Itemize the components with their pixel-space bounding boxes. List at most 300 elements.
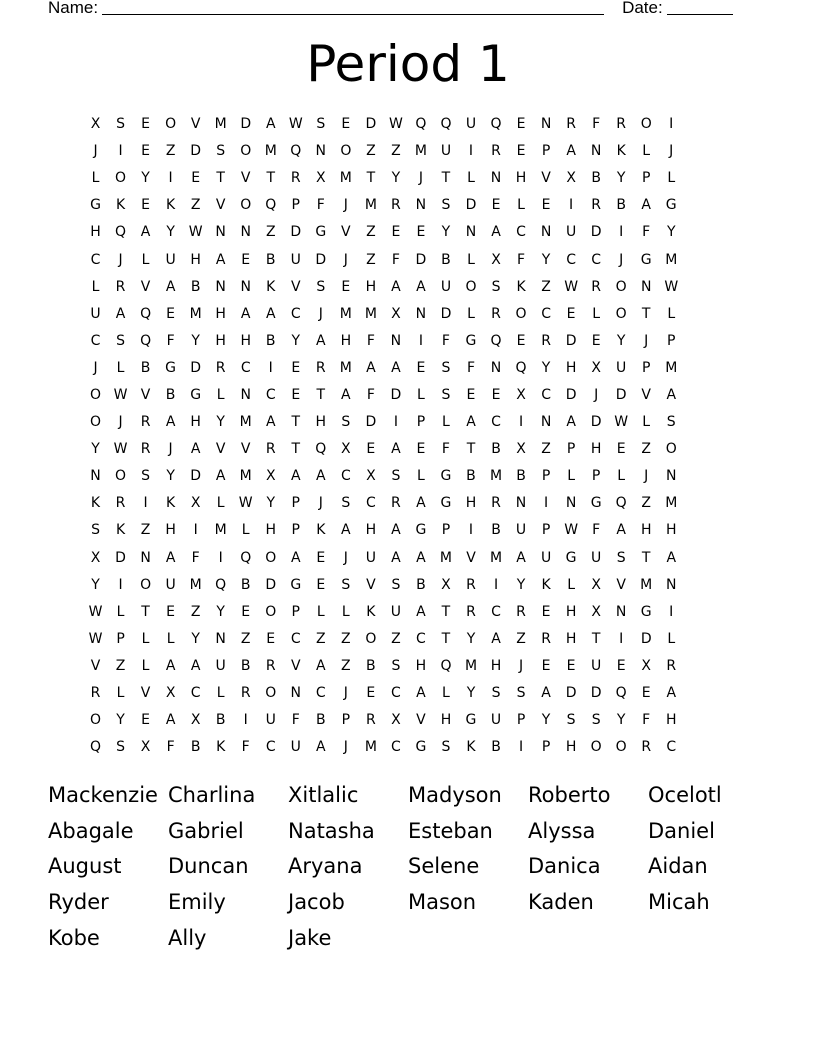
grid-letter: E xyxy=(516,116,526,133)
grid-letter: V xyxy=(90,657,101,674)
grid-letter: I xyxy=(468,143,474,160)
grid-letter: N xyxy=(490,170,502,187)
grid-letter: G xyxy=(190,386,202,403)
grid-letter: A xyxy=(316,468,326,485)
grid-letter: C xyxy=(516,224,526,241)
grid-letter: M xyxy=(364,739,377,756)
grid-letter: A xyxy=(416,495,426,512)
grid-letter: K xyxy=(216,739,226,756)
grid-letter: H xyxy=(565,739,577,756)
grid-letter: L xyxy=(216,495,225,512)
grid-letter: M xyxy=(239,414,252,431)
grid-letter: P xyxy=(441,522,451,539)
grid-letter: L xyxy=(667,170,676,187)
grid-letter: C xyxy=(90,251,101,268)
grid-letter: J xyxy=(343,685,348,702)
grid-letter: Y xyxy=(191,630,200,647)
grid-letter: Y xyxy=(666,224,676,241)
grid-letter: C xyxy=(391,739,401,756)
grid-letter: N xyxy=(415,305,427,322)
grid-letter: Z xyxy=(115,657,126,674)
grid-letter: O xyxy=(615,739,627,756)
grid-row xyxy=(83,138,734,165)
grid-letter: O xyxy=(115,170,127,187)
grid-letter: S xyxy=(91,522,100,539)
grid-letter: U xyxy=(490,712,502,729)
grid-letter: K xyxy=(166,197,176,214)
grid-letter: X xyxy=(90,116,101,133)
grid-letter: X xyxy=(316,170,326,187)
grid-letter: T xyxy=(641,549,651,566)
grid-row xyxy=(83,382,734,409)
grid-letter: R xyxy=(466,603,476,620)
grid-letter: H xyxy=(315,414,327,431)
grid-letter: X xyxy=(591,603,601,620)
grid-letter: A xyxy=(616,522,626,539)
grid-letter: Y xyxy=(166,468,175,485)
word-list-item: Danica xyxy=(528,854,601,879)
grid-letter: I xyxy=(569,197,574,214)
grid-letter: R xyxy=(591,197,601,214)
word-list-item: Madyson xyxy=(408,783,502,807)
grid-letter: X xyxy=(140,739,151,756)
grid-letter: V xyxy=(466,549,476,566)
grid-letter: Y xyxy=(91,576,100,593)
grid-letter: O xyxy=(240,197,252,214)
grid-letter: V xyxy=(341,224,351,241)
grid-letter: E xyxy=(416,441,426,458)
grid-letter: G xyxy=(665,197,677,214)
grid-letter: C xyxy=(290,630,301,647)
grid-letter: N xyxy=(240,224,251,241)
grid-letter: B xyxy=(190,278,201,295)
grid-letter: J xyxy=(644,468,649,485)
grid-letter: S xyxy=(341,414,351,431)
word-list-item: Natasha xyxy=(288,818,375,843)
grid-letter: O xyxy=(365,630,377,647)
grid-letter: L xyxy=(417,468,425,485)
grid-letter: F xyxy=(592,116,601,133)
grid-letter: I xyxy=(544,495,549,512)
grid-letter: A xyxy=(391,359,401,376)
grid-letter: J xyxy=(343,739,348,756)
grid-letter: G xyxy=(465,332,477,349)
grid-letter: V xyxy=(366,576,376,593)
grid-letter: E xyxy=(541,197,551,214)
grid-letter: E xyxy=(366,441,376,458)
word-list-item: Jake xyxy=(288,925,332,950)
grid-letter: C xyxy=(90,332,101,349)
grid-letter: P xyxy=(541,468,551,485)
grid-letter: A xyxy=(491,224,501,241)
grid-letter: X xyxy=(641,657,651,674)
grid-letter: Y xyxy=(216,603,225,620)
grid-letter: A xyxy=(541,685,551,702)
grid-letter: D xyxy=(240,116,252,133)
grid-letter: W xyxy=(88,603,103,620)
grid-letter: Y xyxy=(616,712,626,729)
grid-letter: N xyxy=(615,603,627,620)
grid-letter: L xyxy=(567,576,576,593)
grid-letter: C xyxy=(491,603,501,620)
word-search-grid xyxy=(83,111,734,761)
word-list-item: Charlina xyxy=(168,783,256,807)
grid-letter: R xyxy=(315,359,326,376)
grid-letter: W xyxy=(88,630,103,647)
grid-letter: B xyxy=(190,739,201,756)
grid-letter: S xyxy=(316,278,326,295)
grid-letter: G xyxy=(290,576,302,593)
grid-letter: N xyxy=(240,386,251,403)
grid-letter: A xyxy=(165,414,176,431)
grid-letter: D xyxy=(565,386,577,403)
grid-letter: A xyxy=(265,305,276,322)
word-list xyxy=(48,778,788,956)
grid-letter: A xyxy=(641,197,651,214)
grid-letter: N xyxy=(540,414,552,431)
grid-letter: U xyxy=(165,251,176,268)
grid-letter: Q xyxy=(290,143,302,160)
grid-letter: U xyxy=(90,305,101,322)
grid-letter: D xyxy=(190,468,202,485)
grid-letter: F xyxy=(166,332,175,349)
grid-row xyxy=(83,545,734,572)
grid-letter: A xyxy=(666,549,677,566)
grid-letter: M xyxy=(264,143,277,160)
grid-letter: Z xyxy=(541,278,551,295)
grid-letter: M xyxy=(439,549,452,566)
grid-letter: M xyxy=(640,576,653,593)
grid-letter: E xyxy=(466,386,476,403)
grid-letter: G xyxy=(465,712,477,729)
grid-letter: L xyxy=(91,278,100,295)
grid-letter: S xyxy=(316,116,326,133)
grid-letter: I xyxy=(393,414,398,431)
grid-letter: S xyxy=(391,657,401,674)
grid-letter: Q xyxy=(615,685,627,702)
grid-letter: F xyxy=(517,251,526,268)
grid-letter: Q xyxy=(140,332,152,349)
word-list-item: Esteban xyxy=(408,818,493,843)
grid-letter: Z xyxy=(140,522,151,539)
grid-letter: V xyxy=(240,170,251,187)
grid-letter: D xyxy=(315,251,327,268)
grid-letter: H xyxy=(190,251,201,268)
grid-letter: D xyxy=(365,414,377,431)
grid-letter: Z xyxy=(240,630,251,647)
grid-letter: X xyxy=(165,685,176,702)
page-title: Period 1 xyxy=(306,35,510,93)
grid-letter: S xyxy=(516,685,526,702)
grid-letter: Z xyxy=(391,630,401,647)
grid-letter: R xyxy=(90,685,101,702)
grid-letter: L xyxy=(667,305,676,322)
word-list-item: Aryana xyxy=(288,854,363,879)
grid-letter: V xyxy=(140,386,151,403)
grid-letter: W xyxy=(614,414,629,431)
grid-letter: D xyxy=(465,197,477,214)
grid-letter: L xyxy=(141,251,150,268)
date-label: Date: xyxy=(622,0,663,17)
word-list-item: Kaden xyxy=(528,890,594,915)
grid-letter: I xyxy=(518,414,524,431)
grid-letter: S xyxy=(491,278,501,295)
grid-letter: O xyxy=(240,143,252,160)
grid-letter: N xyxy=(590,143,602,160)
grid-letter: M xyxy=(414,143,427,160)
grid-letter: G xyxy=(590,495,602,512)
grid-letter: N xyxy=(415,197,427,214)
word-list-item: Ryder xyxy=(48,890,109,915)
grid-letter: H xyxy=(490,657,502,674)
grid-letter: K xyxy=(266,278,276,295)
grid-letter: Q xyxy=(415,116,427,133)
grid-letter: L xyxy=(467,251,475,268)
word-list-item: Abagale xyxy=(48,818,134,843)
grid-letter: O xyxy=(115,468,127,485)
grid-letter: Z xyxy=(341,630,351,647)
grid-letter: O xyxy=(640,116,652,133)
grid-letter: N xyxy=(490,359,502,376)
grid-letter: G xyxy=(315,224,327,241)
grid-letter: Y xyxy=(616,332,626,349)
grid-letter: L xyxy=(667,630,676,647)
grid-letter: E xyxy=(191,170,201,187)
grid-letter: Z xyxy=(641,495,651,512)
grid-letter: K xyxy=(166,495,176,512)
grid-letter: V xyxy=(190,116,201,133)
grid-letter: S xyxy=(141,468,151,485)
header-line xyxy=(48,0,748,19)
grid-letter: L xyxy=(91,170,100,187)
grid-letter: E xyxy=(341,116,351,133)
grid-letter: U xyxy=(540,549,552,566)
grid-letter: F xyxy=(191,549,200,566)
grid-letter: T xyxy=(316,386,326,403)
grid-letter: E xyxy=(141,712,150,729)
grid-letter: T xyxy=(466,441,476,458)
grid-row xyxy=(83,653,734,680)
grid-letter: T xyxy=(591,630,601,647)
grid-letter: F xyxy=(366,332,375,349)
grid-letter: O xyxy=(465,278,477,295)
grid-letter: J xyxy=(118,251,123,268)
word-list-item: Roberto xyxy=(528,783,611,807)
grid-letter: J xyxy=(343,251,348,268)
grid-letter: N xyxy=(240,278,251,295)
grid-letter: J xyxy=(518,657,524,674)
grid-letter: W xyxy=(664,278,679,295)
grid-letter: B xyxy=(366,657,376,674)
grid-letter: C xyxy=(265,386,276,403)
grid-letter: W xyxy=(188,224,203,241)
grid-letter: L xyxy=(116,603,125,620)
grid-letter: Y xyxy=(466,685,476,702)
grid-letter: F xyxy=(291,712,300,729)
grid-letter: I xyxy=(669,116,674,133)
grid-letter: U xyxy=(265,712,276,729)
grid-letter: O xyxy=(590,739,602,756)
grid-letter: W xyxy=(113,441,128,458)
grid-letter: L xyxy=(592,305,601,322)
grid-letter: E xyxy=(166,603,176,620)
grid-letter: B xyxy=(491,522,501,539)
grid-letter: J xyxy=(343,197,348,214)
grid-letter: D xyxy=(190,143,202,160)
grid-letter: L xyxy=(567,468,576,485)
grid-letter: A xyxy=(666,685,677,702)
grid-letter: O xyxy=(515,305,527,322)
grid-letter: C xyxy=(190,685,201,702)
grid-letter: L xyxy=(341,603,350,620)
grid-letter: B xyxy=(416,576,426,593)
grid-row xyxy=(83,355,734,382)
grid-letter: L xyxy=(417,386,425,403)
grid-letter: V xyxy=(215,197,226,214)
grid-letter: H xyxy=(590,441,602,458)
grid-letter: A xyxy=(416,278,426,295)
grid-letter: Z xyxy=(190,197,201,214)
grid-letter: O xyxy=(90,712,102,729)
grid-letter: Y xyxy=(516,576,526,593)
grid-letter: B xyxy=(215,712,226,729)
grid-letter: Q xyxy=(215,576,227,593)
grid-letter: F xyxy=(166,739,175,756)
grid-letter: Q xyxy=(240,549,252,566)
grid-letter: L xyxy=(141,657,150,674)
grid-row xyxy=(83,219,734,246)
grid-letter: C xyxy=(340,468,351,485)
grid-row xyxy=(83,274,734,301)
grid-letter: L xyxy=(216,386,225,403)
grid-letter: F xyxy=(316,197,325,214)
grid-letter: L xyxy=(642,414,651,431)
grid-letter: F xyxy=(241,739,250,756)
grid-row xyxy=(83,490,734,517)
grid-letter: T xyxy=(641,305,651,322)
word-list-item: Mackenzie xyxy=(48,783,158,807)
grid-letter: C xyxy=(491,414,501,431)
grid-letter: H xyxy=(665,712,677,729)
grid-letter: V xyxy=(541,170,551,187)
grid-letter: H xyxy=(340,332,352,349)
grid-letter: D xyxy=(565,685,577,702)
grid-letter: P xyxy=(641,170,651,187)
grid-letter: N xyxy=(90,468,101,485)
grid-letter: I xyxy=(118,576,123,593)
grid-letter: B xyxy=(616,197,626,214)
grid-letter: B xyxy=(591,170,601,187)
grid-letter: S xyxy=(616,549,626,566)
grid-letter: S xyxy=(441,386,451,403)
grid-letter: N xyxy=(290,685,301,702)
grid-letter: G xyxy=(415,522,427,539)
grid-letter: E xyxy=(141,197,150,214)
grid-letter: E xyxy=(141,143,150,160)
grid-row xyxy=(83,463,734,490)
grid-letter: S xyxy=(116,116,125,133)
grid-letter: G xyxy=(640,603,652,620)
grid-letter: X xyxy=(591,359,601,376)
grid-letter: A xyxy=(165,712,176,729)
grid-letter: P xyxy=(291,495,300,512)
grid-letter: M xyxy=(339,359,352,376)
grid-letter: U xyxy=(591,549,602,566)
grid-letter: T xyxy=(441,630,451,647)
grid-letter: L xyxy=(316,603,325,620)
grid-letter: A xyxy=(240,305,251,322)
grid-letter: K xyxy=(316,522,326,539)
grid-letter: R xyxy=(365,712,376,729)
grid-letter: N xyxy=(565,495,577,512)
grid-letter: Y xyxy=(466,630,476,647)
grid-letter: U xyxy=(165,576,176,593)
word-list-item: Ocelotl xyxy=(648,783,722,807)
grid-letter: R xyxy=(265,657,276,674)
grid-letter: I xyxy=(268,359,273,376)
grid-letter: H xyxy=(565,630,577,647)
grid-letter: R xyxy=(140,441,151,458)
grid-letter: P xyxy=(541,739,551,756)
grid-letter: N xyxy=(390,332,402,349)
grid-letter: F xyxy=(642,224,651,241)
grid-letter: H xyxy=(190,414,201,431)
grid-letter: O xyxy=(165,116,177,133)
grid-letter: J xyxy=(418,170,423,187)
grid-letter: H xyxy=(240,332,251,349)
grid-letter: E xyxy=(416,224,426,241)
grid-letter: E xyxy=(566,305,576,322)
grid-letter: P xyxy=(541,143,551,160)
grid-row xyxy=(83,626,734,653)
grid-letter: Y xyxy=(191,332,200,349)
grid-letter: S xyxy=(341,576,351,593)
grid-letter: K xyxy=(516,278,526,295)
grid-letter: U xyxy=(365,549,376,566)
grid-letter: X xyxy=(516,441,526,458)
grid-letter: A xyxy=(190,657,201,674)
grid-row xyxy=(83,572,734,599)
grid-letter: W xyxy=(388,116,403,133)
date-blank-line xyxy=(667,0,733,15)
grid-letter: H xyxy=(640,522,652,539)
grid-letter: Q xyxy=(615,495,627,512)
grid-letter: E xyxy=(541,603,551,620)
grid-letter: L xyxy=(166,630,175,647)
grid-letter: V xyxy=(416,712,426,729)
grid-row xyxy=(83,301,734,328)
grid-letter: F xyxy=(642,712,651,729)
grid-letter: H xyxy=(165,522,176,539)
grid-letter: Y xyxy=(441,224,451,241)
grid-letter: J xyxy=(318,495,323,512)
grid-letter: K xyxy=(115,197,126,214)
grid-letter: J xyxy=(93,143,98,160)
grid-letter: B xyxy=(516,468,526,485)
grid-letter: A xyxy=(290,549,301,566)
grid-letter: E xyxy=(141,116,150,133)
grid-letter: N xyxy=(665,576,677,593)
grid-letter: P xyxy=(591,468,601,485)
word-list-item: Alyssa xyxy=(528,818,596,843)
grid-letter: H xyxy=(465,495,477,512)
grid-letter: C xyxy=(416,630,426,647)
grid-letter: S xyxy=(391,468,401,485)
grid-letter: I xyxy=(168,170,173,187)
grid-row xyxy=(83,680,734,707)
grid-letter: E xyxy=(241,251,251,268)
grid-letter: R xyxy=(265,441,276,458)
